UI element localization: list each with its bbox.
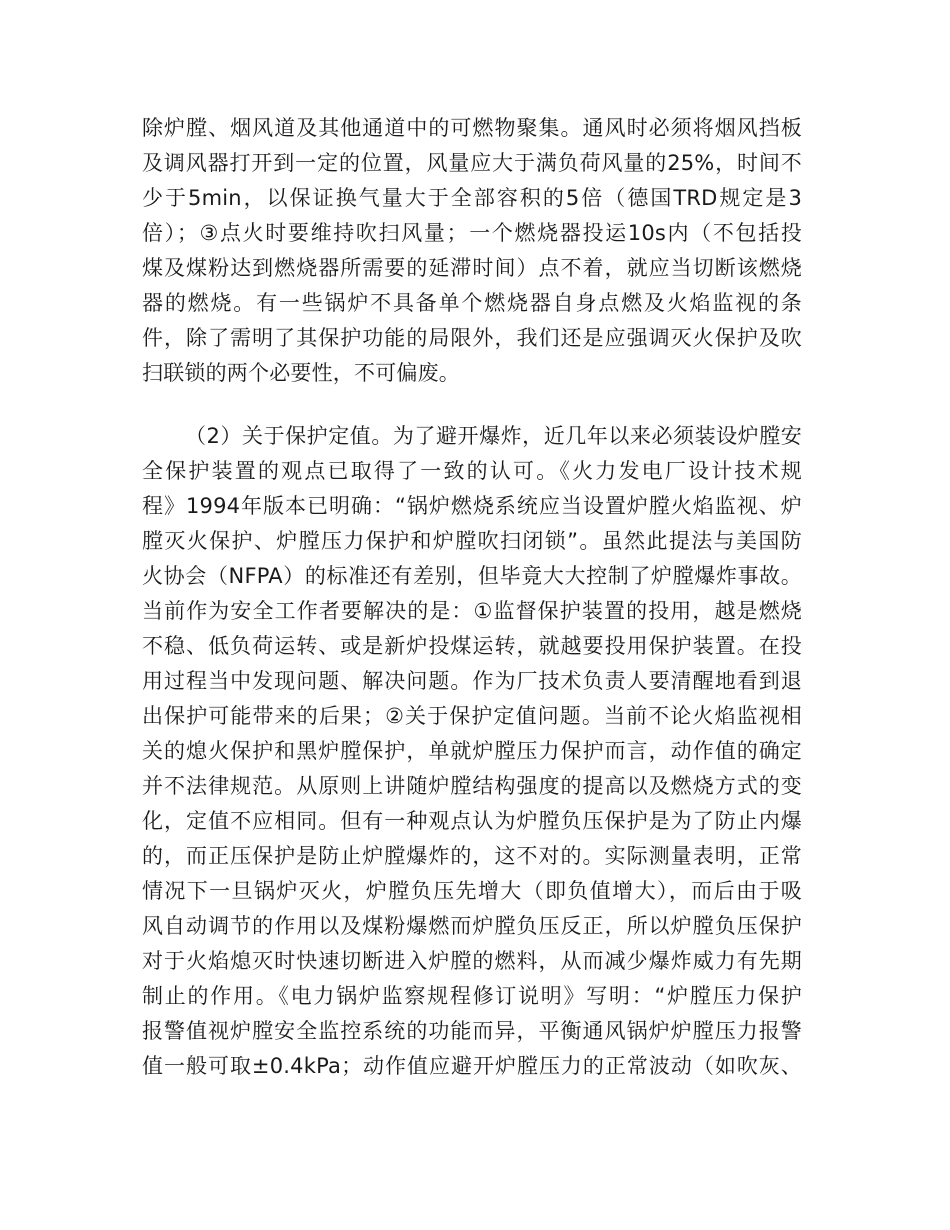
text-line: 少于5min，以保证换气量大于全部容积的5倍（德国TRD规定是3: [142, 186, 802, 210]
text-line: 对于火焰熄灭时快速切断进入炉膛的燃料，从而减少爆炸威力有先期: [142, 949, 802, 973]
text-line: 程》1994年版本已明确：“锅炉燃烧系统应当设置炉膛火焰监视、炉: [142, 494, 802, 518]
text-line: 并不法律规范。从原则上讲随炉膛结构强度的提高以及燃烧方式的变: [142, 774, 802, 798]
text-line: 出保护可能带来的后果；②关于保护定值问题。当前不论火焰监视相: [142, 704, 802, 728]
text-line: 风自动调节的作用以及煤粉爆燃而炉膛负压反正，所以炉膛负压保护: [142, 914, 802, 938]
text-line: 及调风器打开到一定的位置，风量应大于满负荷风量的25%，时间不: [142, 151, 802, 175]
text-line: 火协会（NFPA）的标准还有差别，但毕竟大大控制了炉膛爆炸事故。: [142, 564, 802, 588]
text-line: 煤及煤粉达到燃烧器所需要的延滞时间）点不着，就应当切断该燃烧: [142, 256, 802, 280]
text-line: 不稳、低负荷运转、或是新炉投煤运转，就越要投用保护装置。在投: [142, 634, 802, 658]
text-line: 情况下一旦锅炉灭火，炉膛负压先增大（即负值增大），而后由于吸: [142, 879, 802, 903]
text-line: 膛灭火保护、炉膛压力保护和炉膛吹扫闭锁”。虽然此提法与美国防: [142, 529, 802, 553]
text-line: 值一般可取±0.4kPa；动作值应避开炉膛压力的正常波动（如吹灰、: [142, 1054, 802, 1078]
text-line: 当前作为安全工作者要解决的是：①监督保护装置的投用，越是燃烧: [142, 599, 802, 623]
text-line: 扫联锁的两个必要性，不可偏废。: [142, 361, 460, 385]
text-line: 倍）；③点火时要维持吹扫风量；一个燃烧器投运10s内（不包括投: [142, 221, 802, 245]
text-line: 件，除了需明了其保护功能的局限外，我们还是应强调灭火保护及吹: [142, 326, 802, 350]
text-line: 关的熄火保护和黑炉膛保护，单就炉膛压力保护而言，动作值的确定: [142, 739, 802, 763]
text-line: （2）关于保护定值。为了避开爆炸，近几年以来必须装设炉膛安: [185, 424, 802, 448]
text-line: 器的燃烧。有一些锅炉不具备单个燃烧器自身点燃及火焰监视的条: [142, 291, 802, 315]
text-line: 用过程当中发现问题、解决问题。作为厂技术负责人要清醒地看到退: [142, 669, 802, 693]
text-line: 制止的作用。《电力锅炉监察规程修订说明》写明：“炉膛压力保护: [142, 984, 802, 1008]
text-line: 的，而正压保护是防止炉膛爆炸的，这不对的。实际测量表明，正常: [142, 844, 802, 868]
text-line: 除炉膛、烟风道及其他通道中的可燃物聚集。通风时必须将烟风挡板: [142, 116, 802, 140]
text-line: 全保护装置的观点已取得了一致的认可。《火力发电厂设计技术规: [142, 459, 802, 483]
text-line: 化，定值不应相同。但有一种观点认为炉膛负压保护是为了防止内爆: [142, 809, 802, 833]
text-line: 报警值视炉膛安全监控系统的功能而异，平衡通风锅炉炉膛压力报警: [142, 1019, 802, 1043]
